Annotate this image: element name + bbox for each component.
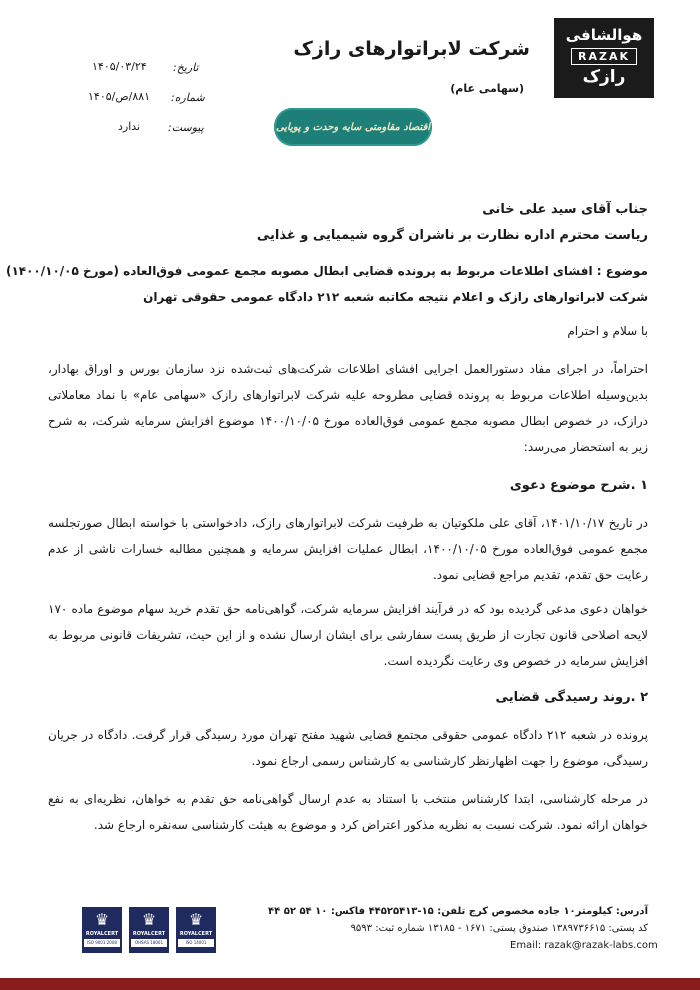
intro-paragraph: احتراماً، در اجرای مفاد دستورالعمل اجرایی افشای اطلاعات شرکت‌های ثبت‌شده نزد سازمان بورس و اوراق بهادار، بدین‌وسیله اطلاعات مربوط به پرونده قضایی مطروحه علیه شرکت لابراتوارهای رازک «سهامی عام» با نماد معاملاتی درازک، در خصوص ابطال مصوبه مجمع عمومی فوق‌العاده مورخ ۱۴۰۰/۱۰/۰۵ موضوع افزایش سرمایه شرکت، به شرح زیر به استحضار می‌رسد:: [48, 362, 648, 454]
greeting: با سلام و احترام: [567, 324, 648, 338]
cert-standard: ISO 14001: [178, 939, 214, 947]
company-name: شرکت لابراتوارهای رازک: [293, 38, 530, 60]
bottom-bar: [0, 978, 700, 990]
company-logo: [554, 18, 654, 98]
crown-icon: ♛: [94, 910, 110, 929]
footer-address: آدرس: کیلومتر۱۰ جاده مخصوص کرج تلفن: ۱۵-۴۴۵۲۵۴۱۳ فاکس: ۱۰ ۵۴ ۵۲ ۴۴: [268, 906, 648, 917]
recipient-title: ریاست محترم اداره نظارت بر ناشران گروه شیمیایی و غذایی: [256, 228, 648, 243]
section-2-paragraph-2: در مرحله کارشناسی، ابتدا کارشناس منتخب با استناد به عدم ارسال گواهی‌نامه حق تقدم به خواهان، نظریه‌ای به نفع خواهان ارائه نمود. شرکت نسبت به نظریه مذکور اعتراض کرد و موضوع به هیئت کارشناسی سه‌نفره ارجاع شد.: [48, 792, 648, 832]
subject-line-2: شرکت لابراتوارهای رازک و اعلام نتیجه مکاتبه شعبه ۲۱۲ دادگاه عمومی حقوقی تهران: [143, 290, 648, 304]
date-label: تاریخ:: [173, 61, 199, 74]
cert-brand: ROYALCERT: [85, 931, 119, 937]
section-2-heading: ۲ .روند رسیدگی قضایی: [495, 690, 648, 705]
date-value: ۱۴۰۵/۰۳/۲۴: [92, 60, 147, 73]
attachment-value: ندارد: [118, 120, 141, 133]
cert-badge-ohsas: [129, 907, 169, 953]
footer-email[interactable]: Email: razak@razak-labs.com: [510, 940, 658, 951]
logo-razak-text: RAZAK: [571, 48, 637, 65]
logo-top-text: هوالشافی: [565, 26, 643, 44]
slogan-banner: اقتصاد مقاومتی سایه وحدت و پویایی: [274, 108, 432, 146]
recipient-name: جناب آقای سید علی خانی: [482, 202, 648, 217]
section-1-heading: ۱ .شرح موضوع دعوی: [509, 478, 648, 493]
crown-icon: ♛: [141, 910, 157, 929]
cert-standard: ISO 9001:2008: [84, 939, 120, 947]
number-value: ۸۸۱/ص/۱۴۰۵: [88, 90, 151, 103]
section-1-paragraph-1: در تاریخ ۱۴۰۱/۱۰/۱۷، آقای علی ملکوتیان به طرفیت شرکت لابراتوارهای رازک، دادخواستی با خواسته ابطال صورتجلسه مجمع عمومی فوق‌العاده مورخ ۱۴۰۰/۱۰/۰۵، ابطال عملیات افزایش سرمایه و همچنین مطالبه خسارات ناشی از عدم رعایت حق تقدم، تقدیم مراجع قضایی نمود.: [48, 516, 648, 582]
cert-badge-iso9001: [82, 907, 122, 953]
section-2-paragraph-1: پرونده در شعبه ۲۱۲ دادگاه عمومی حقوقی مجتمع قضایی شهید مفتح تهران مورد رسیدگی قرار گرفت. دادگاه در جریان رسیدگی، موضوع را جهت اظهارنظر کارشناسی به کارشناس رسمی ارجاع نمود.: [48, 728, 648, 768]
subject-line-1: موضوع : افشای اطلاعات مربوط به پرونده قضایی ابطال مصوبه مجمع عمومی فوق‌العاده (مورخ ۱۴۰۰/۱۰/۰۵): [5, 264, 648, 278]
footer-postal: کد پستی: ۱۳۸۹۷۳۶۶۱۵ صندوق پستی: ۱۶۷۱ - ۱۳۱۸۵ شماره ثبت: ۹۵۹۳: [350, 923, 648, 934]
logo-bottom-text: رازک: [582, 67, 626, 87]
section-1-paragraph-2: خواهان دعوی مدعی گردیده بود که در فرآیند افزایش سرمایه شرکت، گواهی‌نامه حق تقدم خرید سهام موضوع ماده ۱۷۰ لایحه اصلاحی قانون تجارت از طریق پست سفارشی برای ایشان ارسال نشده و از این حیث، تشریفات قانونی مربوط به افزایش سرمایه در خصوص وی رعایت نگردیده است.: [48, 602, 648, 668]
cert-badge-iso14001: [176, 907, 216, 953]
number-label: شماره:: [171, 91, 205, 104]
cert-brand: ROYALCERT: [132, 931, 166, 937]
cert-standard: OHSAS 18001: [131, 939, 167, 947]
attachment-label: پیوست:: [168, 121, 204, 134]
cert-brand: ROYALCERT: [179, 931, 213, 937]
company-type: (سهامی عام): [450, 82, 524, 95]
crown-icon: ♛: [188, 910, 204, 929]
